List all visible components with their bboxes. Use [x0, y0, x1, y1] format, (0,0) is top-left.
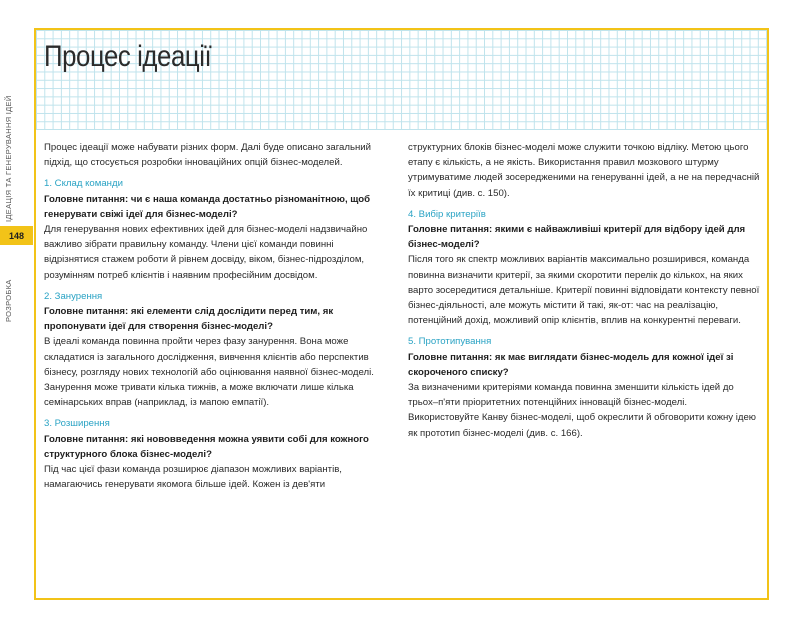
continuation-paragraph: структурних блоків бізнес-моделі може служити точкою відліку. Метою цього етапу є кількість, а не якість. Використання правил мозкового штурму утримуватиме людей зосередженими на генеруванні ідей, а не на передчасній їх критиці (див. с. 150).: [408, 142, 760, 199]
section-text-criteria: Після того як спектр можливих варіантів максимально розширився, команда повинна визначити критерії, за якими скоротити перелік до кількох, на яких варто зосередитися детальніше. Критерії повинні відповідати контексту певної бізнес-діяльності, але можуть містити й такі, як-от: час на реалізацію, потенційний дохід, можливий опір клієнтів, вплив на конкурентні переваги.: [408, 254, 760, 327]
section-text-team: Для генерування нових ефективних ідей для бізнес-моделі надзвичайно важливо зібрати правильну команду. Члени цієї команди повинні відрізнятися стажем роботи й рівнем досвіду, віком, бізнес-підрозділом, розумінням потреб клієнтів і наявним професійним досвідом.: [44, 224, 368, 281]
section-question-team: Головне питання: чи є наша команда достатньо різноманітною, щоб генерувати свіжі ідеї для бізнес-моделі?: [44, 193, 371, 220]
section-question-criteria: Головне питання: якими є найважливіші критерії для відбору ідей для бізнес-моделі?: [408, 224, 746, 251]
section-question-prototyping: Головне питання: як має виглядати бізнес-модель для кожної ідеї зі скороченого списку?: [408, 351, 734, 378]
section-question-expansion: Головне питання: які нововведення можна уявити собі для кожного структурного блока бізнес-моделі?: [44, 433, 369, 460]
right-column: [408, 140, 760, 441]
page-number: 148: [0, 226, 33, 245]
section-text-immersion: В ідеалі команда повинна пройти через фазу занурення. Вона може складатися із загального дослідження, вивчення клієнтів або перспектив бізнесу, розгляду нових технологій або оцінювання наявної бізнес-моделі. Занурення може тривати кілька тижнів, а може включати лише кілька семінарських вправ (наприклад, із мапою емпатії).: [44, 336, 374, 409]
intro-paragraph: Процес ідеації може набувати різних форм. Далі буде описано загальний підхід, що стосується розробки інноваційних опцій бізнес-моделей.: [44, 142, 371, 169]
left-column: [44, 140, 389, 492]
page-title: Процес ідеації: [44, 40, 212, 73]
section-heading-prototyping: 5. Прототипування: [408, 336, 492, 348]
side-label-section: ІДЕАЦІЯ ТА ГЕНЕРУВАННЯ ІДЕЙ: [4, 95, 13, 222]
section-heading-expansion: 3. Розширення: [44, 418, 110, 430]
side-label-chapter: РОЗРОБКА: [4, 279, 13, 322]
section-heading-team: 1. Склад команди: [44, 178, 123, 190]
section-heading-immersion: 2. Занурення: [44, 290, 103, 302]
section-heading-criteria: 4. Вибір критеріїв: [408, 208, 486, 220]
section-text-prototyping: За визначеними критеріями команда повинна зменшити кількість ідей до трьох–п'яти пріоритетних потенційних інновацій бізнес-моделі. Використовуйте Канву бізнес-моделі, щоб окреслити й обговорити кожну ідею як прототип бізнес-моделі (див. с. 166).: [408, 382, 757, 439]
section-text-expansion: Під час цієї фази команда розширює діапазон можливих варіантів, намагаючись генерувати якомога більше ідей. Кожен із дев'яти: [44, 464, 342, 491]
section-question-immersion: Головне питання: які елементи слід дослідити перед тим, як пропонувати ідеї для створення бізнес-моделі?: [44, 306, 334, 333]
